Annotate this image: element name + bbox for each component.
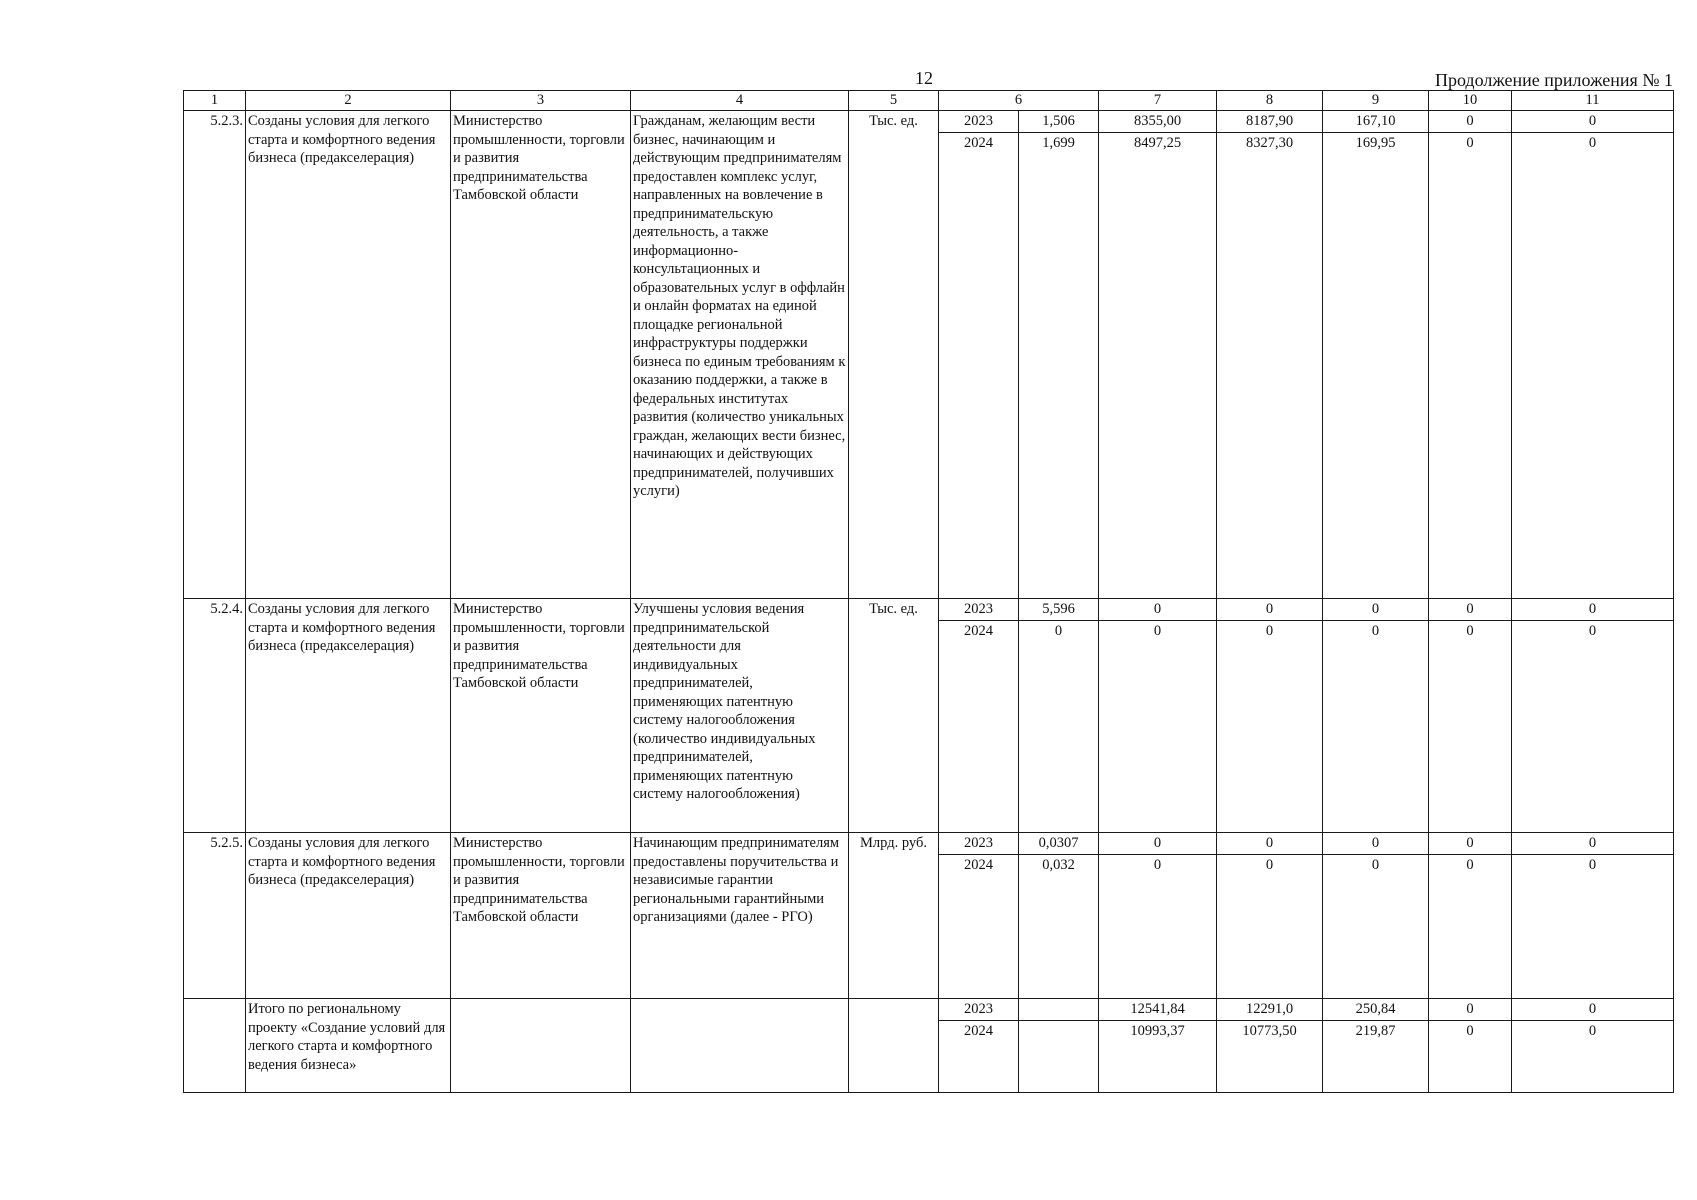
col11-cell: 0 [1512,111,1674,133]
year-cell: 2023 [939,999,1019,1021]
description-cell: Улучшены условия ведения предпринимательской деятельности для индивидуальных предпринимателей, применяющих патентную систему налогообложения (количество индивидуальных предпринимателей, применяющих патентную систему налогообложения) [631,599,849,833]
col7-cell: 8497,25 [1099,133,1217,599]
col-header-10: 10 [1429,91,1512,111]
continuation-label: Продолжение приложения № 1 [1434,70,1673,90]
col7-cell: 10993,37 [1099,1021,1217,1093]
col10-cell: 0 [1429,133,1512,599]
col8-cell: 8327,30 [1217,133,1323,599]
col7-cell: 0 [1099,833,1217,855]
year-cell: 2023 [939,599,1019,621]
year-cell: 2024 [939,621,1019,833]
col7-cell: 0 [1099,599,1217,621]
col9-cell: 0 [1323,599,1429,621]
row-number: 5.2.3. [184,111,246,599]
description-cell: Гражданам, желающим вести бизнес, начинающим и действующим предпринимателям предоставлен комплекс услуг, направленных на вовлечение в предпринимательскую деятельность, а также информационно-консультационных и образовательных услуг в оффлайн и онлайн форматах на единой площадке региональной инфраструктуры поддержки бизнеса по единым требованиям к оказанию поддержки, а также в федеральных институтах развития (количество уникальных граждан, желающих вести бизнес, начинающих и действующих предпринимателей, получивших услуги) [631,111,849,599]
table-row [184,833,1674,855]
col-header-7: 7 [1099,91,1217,111]
result-cell: Созданы условия для легкого старта и комфортного ведения бизнеса (предакселерация) [246,111,451,599]
unit-cell: Тыс. ед. [849,599,939,833]
col8-cell: 0 [1217,621,1323,833]
col-header-8: 8 [1217,91,1323,111]
col9-cell: 219,87 [1323,1021,1429,1093]
col11-cell: 0 [1512,999,1674,1021]
col10-cell: 0 [1429,833,1512,855]
col-header-2: 2 [246,91,451,111]
year-cell: 2024 [939,855,1019,999]
year-cell: 2023 [939,111,1019,133]
responsible-cell: Министерство промышленности, торговли и развития предпринимательства Тамбовской области [451,111,631,599]
col8-cell: 8187,90 [1217,111,1323,133]
col9-cell: 250,84 [1323,999,1429,1021]
col8-cell: 12291,0 [1217,999,1323,1021]
table-row [184,111,1674,133]
col11-cell: 0 [1512,133,1674,599]
col7-cell: 8355,00 [1099,111,1217,133]
col11-cell: 0 [1512,833,1674,855]
row-number: 5.2.4. [184,599,246,833]
col9-cell: 167,10 [1323,111,1429,133]
col8-cell: 0 [1217,833,1323,855]
responsible-cell: Министерство промышленности, торговли и развития предпринимательства Тамбовской области [451,599,631,833]
description-cell [631,999,849,1093]
page-number: 12 [915,68,933,88]
col-header-9: 9 [1323,91,1429,111]
col-header-4: 4 [631,91,849,111]
row-number [184,999,246,1093]
responsible-cell: Министерство промышленности, торговли и развития предпринимательства Тамбовской области [451,833,631,999]
col11-cell: 0 [1512,599,1674,621]
col-header-3: 3 [451,91,631,111]
unit-cell: Тыс. ед. [849,111,939,599]
value-cell: 0,0307 [1019,833,1099,855]
value-cell [1019,1021,1099,1093]
total-label: Итого по региональному проекту «Создание условий для легкого старта и комфортного ведения бизнеса» [246,999,451,1093]
col10-cell: 0 [1429,855,1512,999]
col11-cell: 0 [1512,1021,1674,1093]
col9-cell: 169,95 [1323,133,1429,599]
col9-cell: 0 [1323,833,1429,855]
value-cell [1019,999,1099,1021]
description-cell: Начинающим предпринимателям предоставлены поручительства и независимые гарантии региональными гарантийными организациями (далее - РГО) [631,833,849,999]
year-cell: 2024 [939,1021,1019,1093]
unit-cell: Млрд. руб. [849,833,939,999]
value-cell: 1,699 [1019,133,1099,599]
col11-cell: 0 [1512,855,1674,999]
value-cell: 0 [1019,621,1099,833]
value-cell: 1,506 [1019,111,1099,133]
year-cell: 2023 [939,833,1019,855]
col7-cell: 0 [1099,621,1217,833]
col7-cell: 12541,84 [1099,999,1217,1021]
header-row [184,91,1674,111]
value-cell: 0,032 [1019,855,1099,999]
value-cell: 5,596 [1019,599,1099,621]
result-cell: Созданы условия для легкого старта и комфортного ведения бизнеса (предакселерация) [246,599,451,833]
col9-cell: 0 [1323,855,1429,999]
year-cell: 2024 [939,133,1019,599]
col10-cell: 0 [1429,1021,1512,1093]
result-cell: Созданы условия для легкого старта и комфортного ведения бизнеса (предакселерация) [246,833,451,999]
unit-cell [849,999,939,1093]
table-row [184,599,1674,621]
col8-cell: 0 [1217,855,1323,999]
col-header-6: 6 [939,91,1099,111]
col8-cell: 0 [1217,599,1323,621]
col10-cell: 0 [1429,599,1512,621]
col-header-5: 5 [849,91,939,111]
col10-cell: 0 [1429,999,1512,1021]
col10-cell: 0 [1429,621,1512,833]
col8-cell: 10773,50 [1217,1021,1323,1093]
col7-cell: 0 [1099,855,1217,999]
col10-cell: 0 [1429,111,1512,133]
col-header-11: 11 [1512,91,1674,111]
table-row-total [184,999,1674,1021]
responsible-cell [451,999,631,1093]
col11-cell: 0 [1512,621,1674,833]
appendix-table [183,90,1674,1093]
row-number: 5.2.5. [184,833,246,999]
col9-cell: 0 [1323,621,1429,833]
col-header-1: 1 [184,91,246,111]
